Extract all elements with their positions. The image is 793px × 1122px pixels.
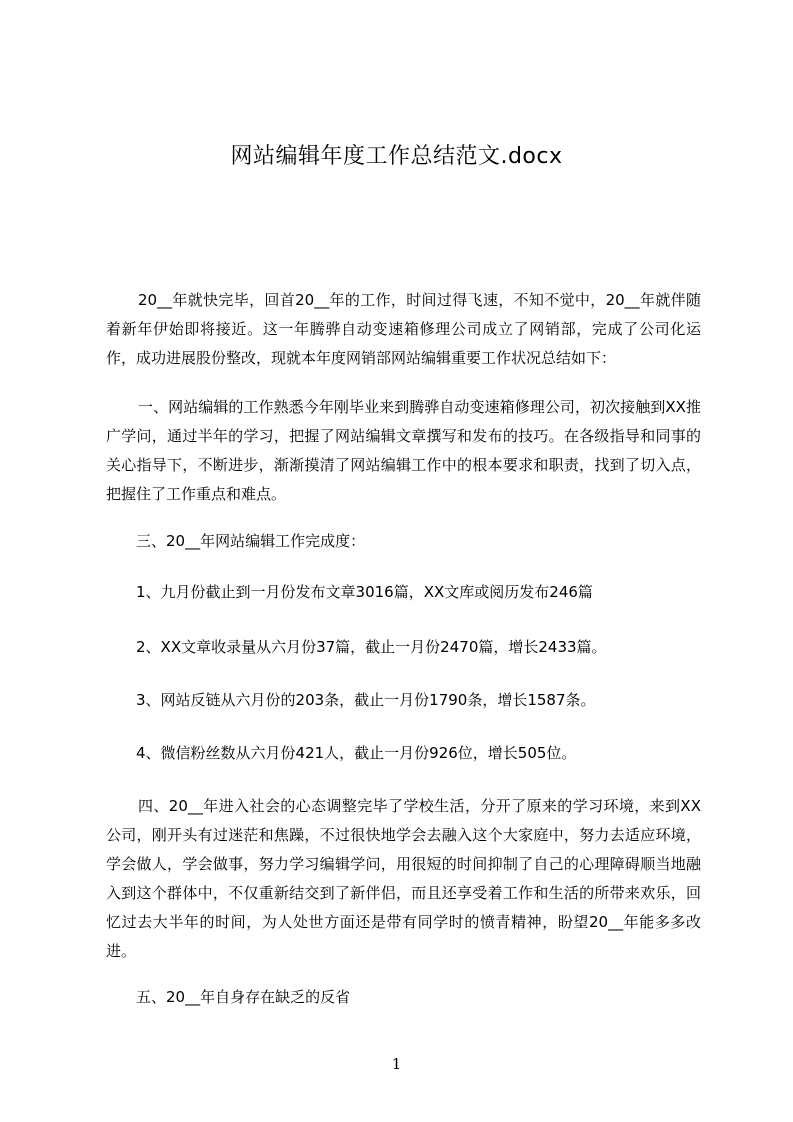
section-1-paragraph: 一、网站编辑的工作熟悉今年刚毕业来到腾骅自动变速箱修理公司，初次接触到XX推广学问，通过半年的学习，把握了网站编辑文章撰写和发布的技巧。在各级指导和同事的关心指导下，不断进步，渐渐摸清了网站编辑工作中的根本要求和职责，找到了切入点，把握住了工作重点和难点。	[106, 398, 701, 503]
section-3-heading: 三、20__年网站编辑工作完成度：	[136, 532, 366, 550]
list-item-4: 4、微信粉丝数从六月份421人，截止一月份926位，增长505位。	[136, 744, 577, 762]
section-5-heading: 五、20__年自身存在缺乏的反省	[136, 988, 351, 1006]
page-number: 1	[391, 1055, 402, 1073]
intro-paragraph: 20__年就快完毕，回首20__年的工作，时间过得飞速，不知不觉中，20__年就伴随着新年伊始即将接近。这一年腾骅自动变速箱修理公司成立了网销部，完成了公司化运作，成功进展股份整改，现就本年度网销部网站编辑重要工作状况总结如下：	[106, 291, 701, 367]
list-item-1: 1、九月份截止到一月份发布文章3016篇，XX文库或阅历发布246篇	[136, 583, 593, 601]
list-item-3: 3、网站反链从六月份的203条，截止一月份1790条，增长1587条。	[136, 691, 596, 709]
list-item-2: 2、XX文章收录量从六月份37篇，截止一月份2470篇，增长2433篇。	[136, 638, 607, 656]
section-4-paragraph: 四、20__年进入社会的心态调整完毕了学校生活，分开了原来的学习环境，来到XX公司，刚开头有过迷茫和焦躁，不过很快地学会去融入这个大家庭中，努力去适应环境，学会做人，学会做事，努力学习编辑学问，用很短的时间抑制了自己的心理障碍顺当地融入到这个群体中，不仅重新结交到了新伴侣，而且还享受着工作和生活的所带来欢乐，回忆过去大半年的时间，为人处世方面还是带有同学时的愤青精神，盼望20__年能多多改进。	[106, 797, 701, 960]
document-title: 网站编辑年度工作总结范文.docx	[230, 144, 563, 169]
